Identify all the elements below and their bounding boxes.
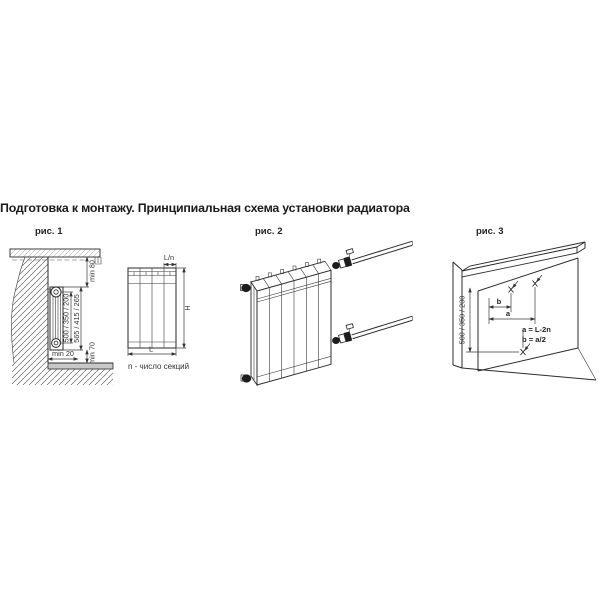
formula-a: a = L-2n bbox=[522, 325, 551, 334]
wall-hatch bbox=[11, 257, 48, 363]
floor-strip bbox=[48, 363, 113, 369]
radiator-front-view bbox=[128, 253, 192, 371]
page-title: Подготовка к монтажу. Принципиальная схема установки радиатора bbox=[0, 201, 410, 215]
dim-height: H bbox=[183, 305, 192, 311]
dim-bottom-clearance: min 70 bbox=[87, 342, 97, 364]
front-view-caption: n - число секций bbox=[128, 362, 190, 371]
dim-wall-clearance: min 20 bbox=[52, 349, 74, 358]
bottom-pipe bbox=[352, 316, 412, 335]
dim-axis-heights: 500 / 350 / 200 bbox=[61, 293, 71, 343]
windowsill bbox=[10, 249, 100, 257]
fig3-wall-face bbox=[478, 258, 578, 371]
dim-top-clearance: min 80 bbox=[87, 260, 97, 282]
fig3-windowsill bbox=[462, 242, 585, 277]
fig1-label: рис. 1 bbox=[35, 226, 63, 237]
fig3-label: рис. 3 bbox=[476, 226, 504, 237]
valve-handle bbox=[346, 324, 353, 330]
dim-section-width: L/n bbox=[163, 253, 175, 262]
top-valve-assembly bbox=[333, 241, 413, 268]
top-pipe bbox=[352, 241, 412, 259]
fig3-dim-b: b bbox=[496, 297, 502, 306]
dim-overall-heights: 565 / 415 / 265 bbox=[72, 294, 81, 343]
fig3-dim-heights: 500 / 350 / 200 bbox=[457, 295, 467, 345]
fig2-drawing bbox=[241, 241, 413, 385]
fig3-floor bbox=[453, 348, 596, 380]
fig1-drawing bbox=[10, 249, 113, 385]
bottom-collector-boss bbox=[52, 339, 61, 348]
fig2-label: рис. 2 bbox=[255, 226, 283, 237]
fig3-drawing bbox=[453, 242, 596, 380]
fig3-dim-a: a bbox=[505, 309, 511, 318]
formula-b: b = a/2 bbox=[522, 335, 546, 344]
top-collector-boss bbox=[51, 287, 61, 297]
bottom-valve-assembly bbox=[333, 316, 413, 343]
valve-handle bbox=[346, 249, 353, 255]
dim-length: L bbox=[148, 344, 154, 354]
